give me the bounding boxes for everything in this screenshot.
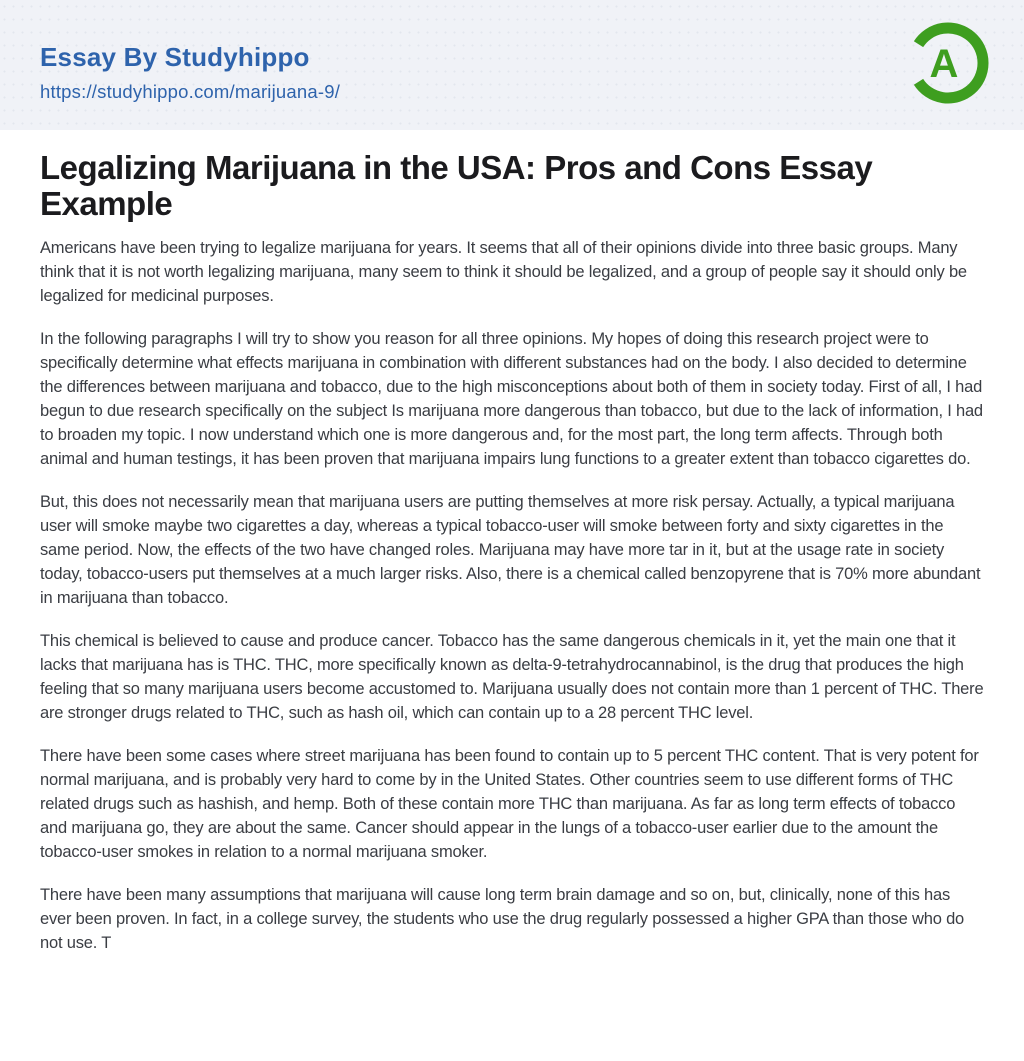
source-url-link[interactable]: https://studyhippo.com/marijuana-9/: [40, 80, 341, 102]
essay-title: Legalizing Marijuana in the USA: Pros and Cons Essay Example: [40, 149, 873, 222]
logo-arc-icon: [906, 21, 990, 105]
essay-content: [0, 130, 1024, 955]
essay-paragraph: But, this does not necessarily mean that marijuana users are putting themselves at more risk persay. Actually, a typical marijuana user will smoke maybe two cigarettes a day, whereas a typical tobacco-user will smoke between forty and sixty cigarettes in the same period. Now, the effects of the two have changed roles. Marijuana may have more tar in it, but at the usage rate in society today, tobacco-users put themselves at a much larger risks. Also, there is a chemical called benzopyrene that is 70% more abundant in marijuana than tobacco.: [40, 493, 981, 607]
essay-paragraph: In the following paragraphs I will try to show you reason for all three opinions. My hopes of doing this research project were to specifically determine what effects marijuana in combination with different substances had on the body. I also decided to determine the differences between marijuana and tobacco, due to the high misconceptions about both of them in society today. First of all, I had begun to due research specifically on the subject Is marijuana more dangerous than tobacco, but due to the lack of information, I had to broaden my topic. I now understand which one is more dangerous and, for the most part, the long term affects. Through both animal and human testings, it has been proven that marijuana impairs lung functions to a greater extent than tobacco cigarettes do.: [40, 330, 983, 468]
essay-paragraph: There have been some cases where street marijuana has been found to contain up to 5 percent THC content. That is very potent for normal marijuana, and is probably very hard to come by in the United States. Other countries seem to use different forms of THC related drugs such as hashish, and hemp. Both of these contain more THC than marijuana. As far as long term effects of tobacco and marijuana go, they are about the same. Cancer should appear in the lungs of a tobacco-user earlier due to the amount the tobacco-user smokes in relation to a normal marijuana smoker.: [40, 747, 979, 861]
essay-paragraph: Americans have been trying to legalize marijuana for years. It seems that all of their opinions divide into three basic groups. Many think that it is not worth legalizing marijuana, many seem to think it should be legalized, and a group of people say it should only be legalized for medicinal purposes.: [40, 239, 967, 305]
logo-letter: A: [929, 42, 959, 86]
studyhippo-logo-icon: [906, 21, 990, 105]
essay-paragraph: This chemical is believed to cause and produce cancer. Tobacco has the same dangerous chemicals in it, yet the main one that it lacks that marijuana has is THC. THC, more specifically known as delta-9-tetrahydrocannabinol, is the drug that produces the high feeling that so many marijuana users become accustomed to. Marijuana usually does not contain more than 1 percent of THC. There are stronger drugs related to THC, such as hash oil, which can contain up to a 28 percent THC level.: [40, 632, 984, 722]
essay-paragraph: There have been many assumptions that marijuana will cause long term brain damage and so on, but, clinically, none of this has ever been proven. In fact, in a college survey, the students who use the drug regularly possessed a higher GPA than those who do not use. T: [40, 886, 965, 952]
page-header: [0, 0, 1024, 130]
byline: Essay By Studyhippo: [40, 42, 310, 72]
